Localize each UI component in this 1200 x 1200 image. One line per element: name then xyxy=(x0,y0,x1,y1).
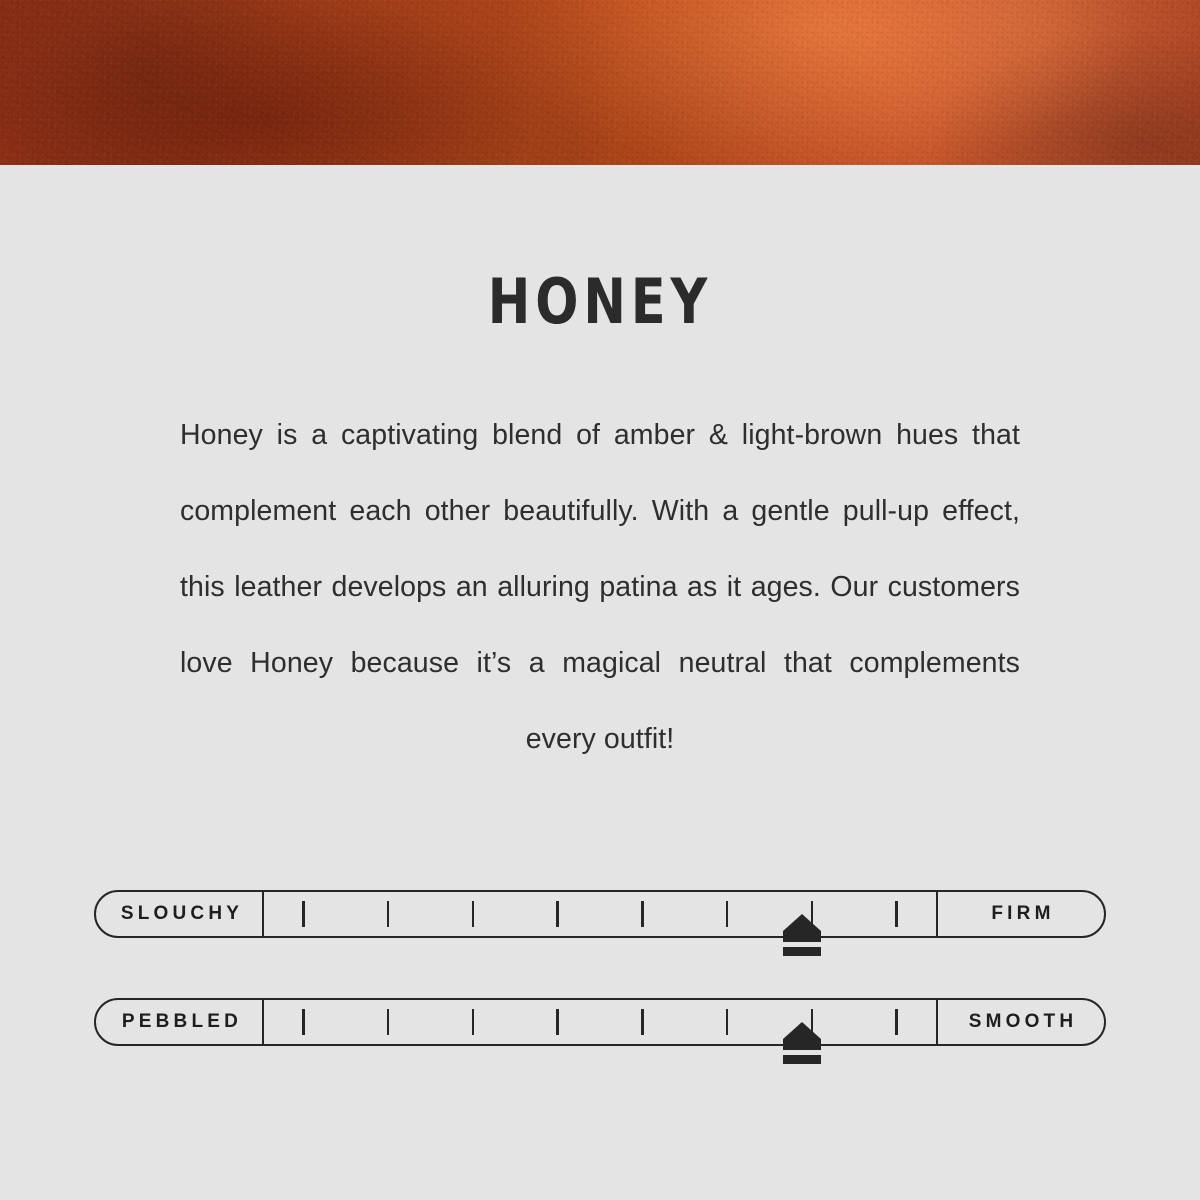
slider-firmness-handle-icon[interactable] xyxy=(781,914,823,960)
honey-leather-swatch-image xyxy=(0,0,1200,165)
page-title: HONEY xyxy=(487,265,713,338)
tick-mark xyxy=(895,901,898,927)
slider-firmness[interactable] xyxy=(94,890,1106,950)
tick-mark xyxy=(556,1009,559,1035)
slider-firmness-ticks xyxy=(264,892,936,936)
slider-firmness-bar[interactable] xyxy=(94,890,1106,938)
tick-mark xyxy=(641,1009,644,1035)
tick-mark xyxy=(726,901,729,927)
slider-texture-bar[interactable] xyxy=(94,998,1106,1046)
tick-mark xyxy=(387,901,390,927)
slider-texture-ticks xyxy=(264,1000,936,1044)
tick-mark xyxy=(472,1009,475,1035)
slider-firmness-right-label: FIRM xyxy=(936,892,1104,936)
tick-mark xyxy=(556,901,559,927)
slider-texture-handle-icon[interactable] xyxy=(781,1022,823,1068)
slider-firmness-track[interactable] xyxy=(264,892,936,936)
tick-mark xyxy=(472,901,475,927)
tick-mark xyxy=(726,1009,729,1035)
slider-texture-track[interactable] xyxy=(264,1000,936,1044)
slider-texture[interactable] xyxy=(94,998,1106,1058)
tick-mark xyxy=(895,1009,898,1035)
slider-firmness-left-label: SLOUCHY xyxy=(96,892,264,936)
tick-mark xyxy=(302,1009,305,1035)
slider-texture-left-label: PEBBLED xyxy=(96,1000,264,1044)
swatch-grain-layer xyxy=(0,0,1200,165)
tick-mark xyxy=(387,1009,390,1035)
attribute-sliders xyxy=(0,890,1200,1106)
tick-mark xyxy=(641,901,644,927)
tick-mark xyxy=(302,901,305,927)
color-description: Honey is a captivating blend of amber & light-brown hues that complement each other beautifully. With a gentle pull-up effect, this leather develops an alluring patina as it ages. Our customers love Honey because it’s a magical neutral that complements every outfit! xyxy=(180,419,1020,755)
card-content xyxy=(0,165,1200,777)
slider-texture-right-label: SMOOTH xyxy=(936,1000,1104,1044)
